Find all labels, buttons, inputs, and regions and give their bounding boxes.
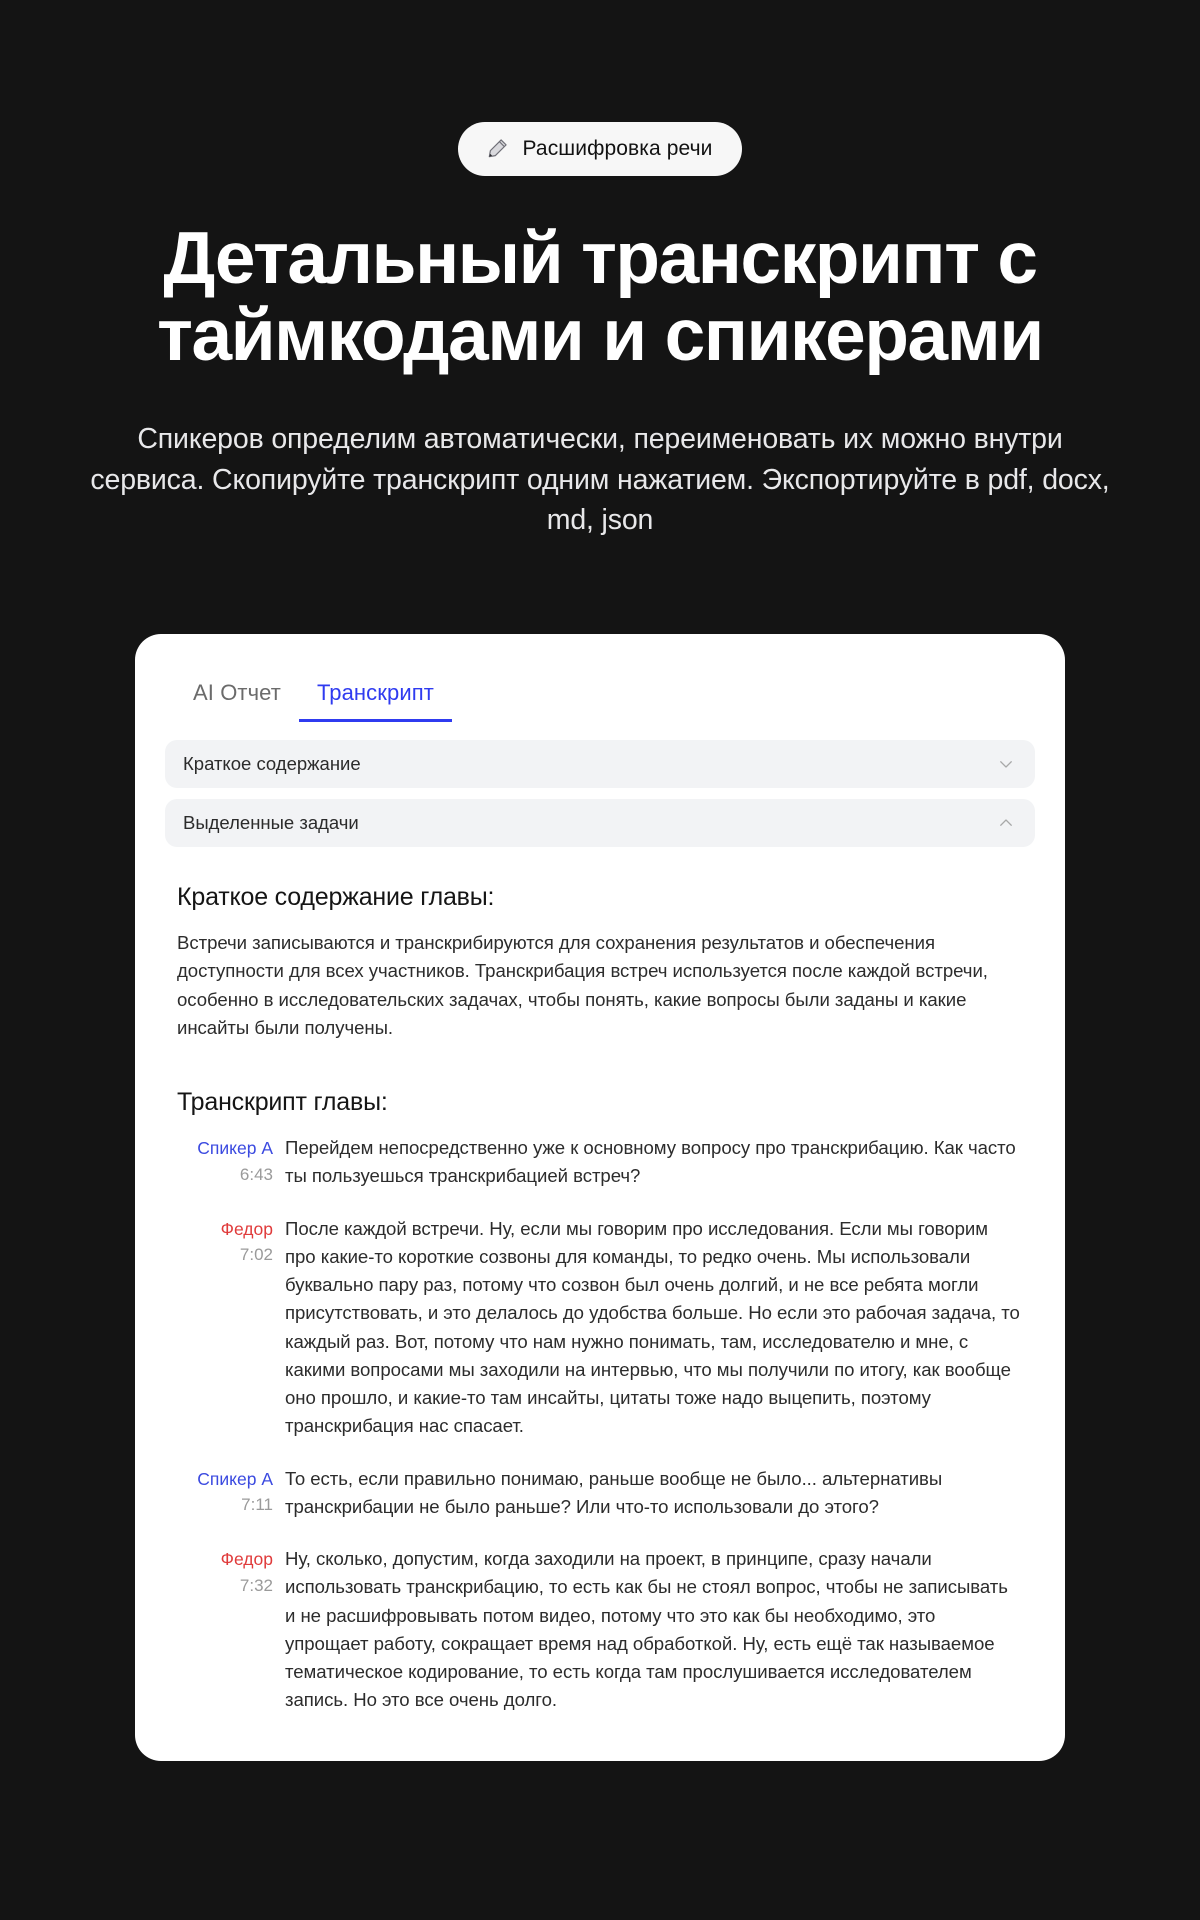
transcript-entry (177, 1134, 1023, 1191)
entry-text: После каждой встречи. Ну, если мы говорим про исследования. Если мы говорим про какие-то короткие созвоны для команды, то редко очень. Мы использовали буквально пару раз, потому что созвон был очень долгий, и не все ребята могли присутствовать, и это делалось до удобства больше. Но если это рабочая задача, то каждый раз. Вот, потому что нам нужно понимать, там, исследователю и мне, с какими вопросами мы заходили на интервью, что мы получили по итогу, как вообще оно прошло, и какие-то там инсайты, цитаты тоже надо выцепить, поэтому транскрибация нас спасает. (285, 1217, 1020, 1437)
accordion-label: Краткое содержание (183, 753, 361, 774)
accordion-list (165, 740, 1035, 847)
summary-heading: Краткое содержание главы: (177, 883, 495, 911)
timestamp[interactable]: 7:02 (239, 1245, 273, 1265)
transcript-entry (177, 1545, 1023, 1715)
entry-text: То есть, если правильно понимаю, раньше вообще не было... альтернативы транскрибации не было раньше? Или что-то использовали до этого? (285, 1467, 943, 1517)
entry-meta (177, 1545, 273, 1715)
card-tabs (165, 660, 1035, 722)
speaker-label[interactable]: Спикер А (197, 1138, 273, 1158)
badge-label: Расшифровка речи (522, 137, 713, 160)
card-content (165, 883, 1035, 1715)
tab-transcript[interactable]: Транскрипт (299, 670, 452, 722)
speaker-label[interactable]: Спикер А (197, 1468, 273, 1489)
entry-meta (177, 1465, 273, 1522)
speaker-label[interactable]: Федор (220, 1549, 273, 1569)
timestamp[interactable]: 6:43 (239, 1164, 273, 1184)
accordion-item-tasks[interactable] (165, 799, 1035, 847)
accordion-item-summary[interactable] (165, 740, 1035, 788)
entry-meta (177, 1134, 273, 1191)
timestamp[interactable]: 7:32 (239, 1575, 273, 1595)
entry-text: Перейдем непосредственно уже к основному вопросу про транскрибацию. Как часто ты пользуешься транскрибацией встреч? (285, 1137, 1016, 1187)
accordion-label: Выделенные задачи (183, 812, 359, 833)
transcript-entry (177, 1215, 1023, 1441)
summary-text: Встречи записываются и транскрибируются для сохранения результатов и обеспечения доступности для всех участников. Транскрибация встреч используется после каждой встречи, особенно в исследовательских задачах, чтобы понять, какие вопросы были заданы и какие инсайты были получены. (177, 932, 988, 1038)
entry-meta (177, 1215, 273, 1441)
speaker-label[interactable]: Федор (220, 1218, 273, 1239)
transcript-entry (177, 1465, 1023, 1522)
chevron-up-icon[interactable] (997, 814, 1015, 832)
transcript-heading: Транскрипт главы: (177, 1088, 388, 1116)
transcript-card (135, 634, 1065, 1761)
page-subtitle: Спикеров определим автоматически, переименовать их можно внутри сервиса. Скопируйте транскрипт одним нажатием. Экспортируйте в pdf, docx, md, json (90, 422, 1110, 537)
chevron-down-icon[interactable] (997, 755, 1015, 773)
timestamp[interactable]: 7:11 (241, 1495, 273, 1515)
section-badge (458, 122, 743, 176)
pen-icon (484, 136, 510, 162)
page-title: Детальный транскрипт с таймкодами и спикерами (157, 218, 1043, 377)
tab-ai-report[interactable]: AI Отчет (175, 670, 299, 722)
entry-text: Ну, сколько, допустим, когда заходили на проект, в принципе, сразу начали использовать транскрибацию, то есть как бы не стоял вопрос, чтобы не записывать и не расшифровывать потом видео, потому что это как бы необходимо, это упрощает работу, сокращает время над обработкой. Ну, есть ещё так называемое тематическое кодирование, то есть когда там прослушивается исследователем запись. Но это все очень долго. (285, 1548, 1008, 1711)
